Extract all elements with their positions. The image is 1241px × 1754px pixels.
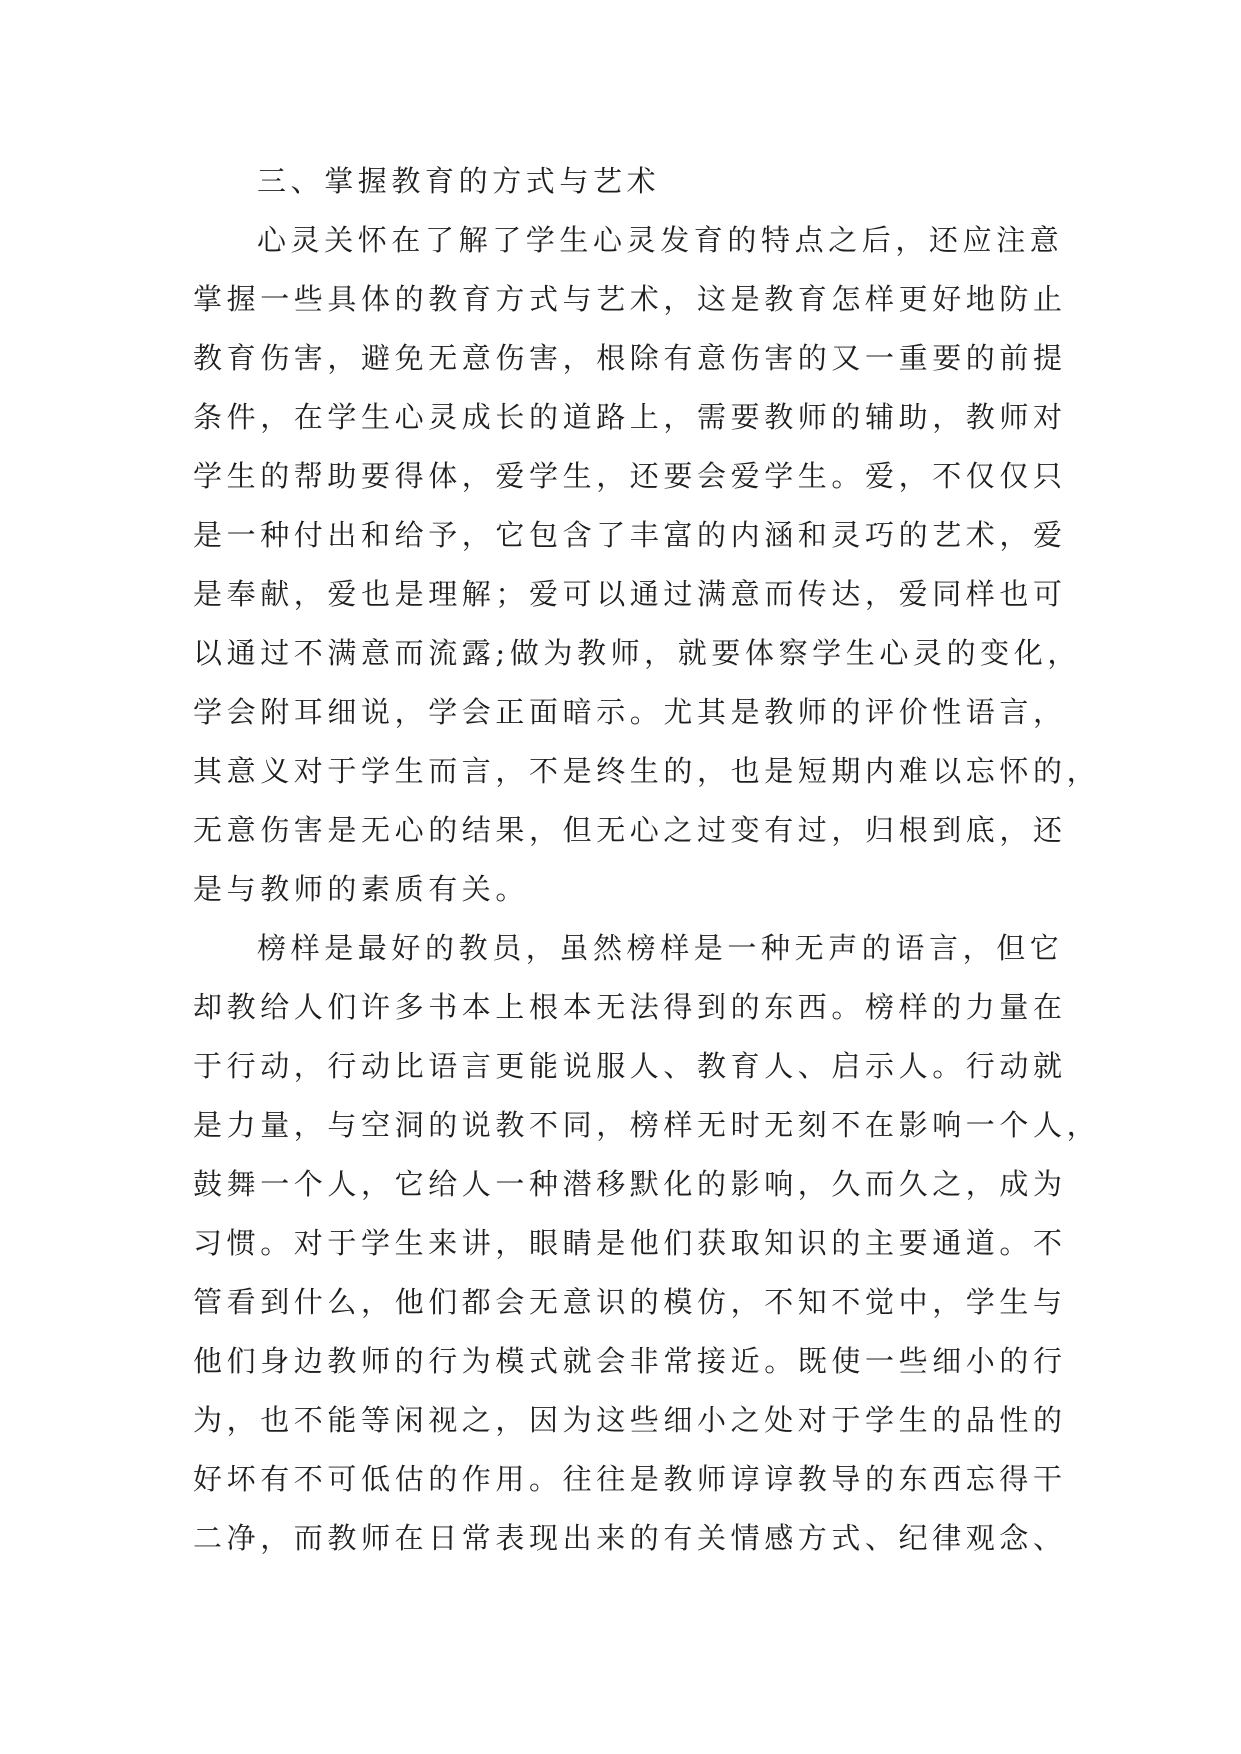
paragraph-line: 学会附耳细说，学会正面暗示。尤其是教师的评价性语言，	[193, 695, 1067, 729]
paragraph-2	[193, 919, 1101, 1568]
paragraph-line: 为，也不能等闲视之，因为这些细小之处对于学生的品性的	[193, 1403, 1067, 1437]
paragraph-line: 心灵关怀在了解了学生心灵发育的特点之后，还应注意	[257, 223, 1064, 257]
paragraph-line: 掌握一些具体的教育方式与艺术，这是教育怎样更好地防止	[193, 282, 1067, 316]
paragraph-line: 鼓舞一个人，它给人一种潜移默化的影响，久而久之，成为	[193, 1167, 1067, 1201]
paragraph-line: 二净，而教师在日常表现出来的有关情感方式、纪律观念、	[193, 1521, 1067, 1555]
paragraph-line: 以通过不满意而流露;做为教师，就要体察学生心灵的变化，	[193, 636, 1081, 670]
document-body	[193, 152, 1101, 1568]
paragraph-line: 是与教师的素质有关。	[193, 872, 530, 906]
paragraph-line: 教育伤害，避免无意伤害，根除有意伤害的又一重要的前提	[193, 341, 1067, 375]
paragraph-1	[193, 211, 1101, 919]
paragraph-line: 是力量，与空洞的说教不同，榜样无时无刻不在影响一个人，	[193, 1108, 1101, 1142]
paragraph-line: 是一种付出和给予，它包含了丰富的内涵和灵巧的艺术，爱	[193, 518, 1067, 552]
paragraph-line: 学生的帮助要得体，爱学生，还要会爱学生。爱，不仅仅只	[193, 459, 1067, 493]
paragraph-line: 是奉献，爱也是理解；爱可以通过满意而传达，爱同样也可	[193, 577, 1067, 611]
paragraph-line: 管看到什么，他们都会无意识的模仿，不知不觉中，学生与	[193, 1285, 1067, 1319]
paragraph-line: 无意伤害是无心的结果，但无心之过变有过，归根到底，还	[193, 813, 1067, 847]
paragraph-line: 好坏有不可低估的作用。往往是教师谆谆教导的东西忘得干	[193, 1462, 1067, 1496]
paragraph-line: 却教给人们许多书本上根本无法得到的东西。榜样的力量在	[193, 990, 1067, 1024]
paragraph-line: 于行动，行动比语言更能说服人、教育人、启示人。行动就	[193, 1049, 1067, 1083]
paragraph-line: 其意义对于学生而言，不是终生的，也是短期内难以忘怀的，	[193, 754, 1101, 788]
paragraph-line: 榜样是最好的教员，虽然榜样是一种无声的语言，但它	[257, 931, 1064, 965]
paragraph-line: 条件，在学生心灵成长的道路上，需要教师的辅助，教师对	[193, 400, 1067, 434]
paragraph-line: 他们身边教师的行为模式就会非常接近。既使一些细小的行	[193, 1344, 1067, 1378]
paragraph-line: 习惯。对于学生来讲，眼睛是他们获取知识的主要通道。不	[193, 1226, 1067, 1260]
section-heading: 三、掌握教育的方式与艺术	[257, 164, 661, 198]
